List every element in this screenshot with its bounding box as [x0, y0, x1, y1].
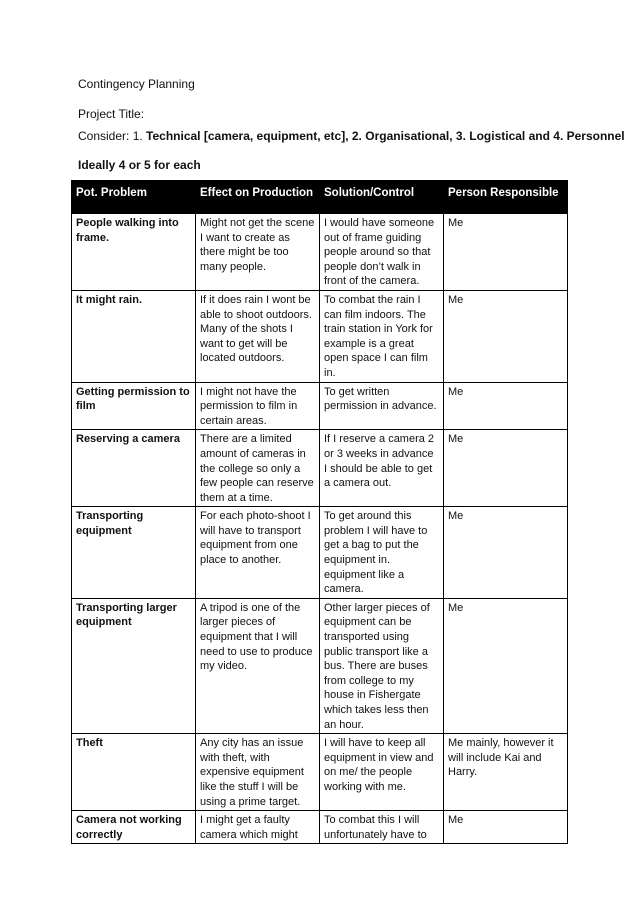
table-row — [72, 214, 568, 291]
person-cell — [444, 811, 568, 844]
table-header-row — [72, 181, 568, 214]
problem-cell: Reserving a camera — [72, 430, 196, 507]
page-heading: Contingency Planning — [78, 77, 195, 91]
problem-cell: Transporting equipment — [72, 507, 196, 599]
solution-cell: Other larger pieces of equipment can be transported using public transport like a bus. There are buses from college to my house in Fishergate which takes less then an hour. — [320, 598, 444, 733]
table-row — [72, 290, 568, 382]
solution-cell — [320, 811, 444, 844]
effect-cell: Any city has an issue with theft, with expensive equipment like the stuff I will be using a prime target. — [196, 734, 320, 811]
person-cell: Me — [444, 382, 568, 430]
solution-cell: To get around this problem I will have to get a bag to put the equipment in. equipment like a camera. — [320, 507, 444, 599]
person-cell: Me — [444, 430, 568, 507]
effect-cell — [196, 811, 320, 844]
person-cell: Me — [444, 598, 568, 733]
consider-line — [78, 129, 625, 143]
person-cell: Me mainly, however it will include Kai and Harry. — [444, 734, 568, 811]
header-effect-on-production: Effect on Production — [196, 181, 320, 214]
problem-cell: Getting permission to film — [72, 382, 196, 430]
effect-text: I might get a faulty camera which might — [200, 814, 298, 841]
header-pot-problem: Pot. Problem — [72, 181, 196, 214]
consider-prefix: Consider: 1. — [78, 129, 147, 143]
person-cell: Me — [444, 507, 568, 599]
effect-cell: I might not have the permission to film in certain areas. — [196, 382, 320, 430]
problem-cell: Transporting larger equipment — [72, 598, 196, 733]
problem-cell — [72, 811, 196, 844]
table-row — [72, 430, 568, 507]
consider-categories: Technical [camera, equipment, etc], 2. Organisational, 3. Logistical and 4. Personnel — [146, 129, 625, 143]
problem-cell: Theft — [72, 734, 196, 811]
person-cell: Me — [444, 214, 568, 291]
table-row — [72, 811, 568, 844]
table-row — [72, 507, 568, 599]
table-row — [72, 734, 568, 811]
solution-text: To combat this I will unfortunately have to — [324, 814, 427, 841]
effect-cell: For each photo-shoot I will have to transport equipment from one place to another. — [196, 507, 320, 599]
table-row — [72, 598, 568, 733]
effect-cell: If it does rain I wont be able to shoot outdoors. Many of the shots I want to get will be located outdoors. — [196, 290, 320, 382]
problem-text: Camera not working correctly — [76, 814, 182, 841]
person-text: Me — [448, 814, 464, 827]
header-person-responsible: Person Responsible — [444, 181, 568, 214]
solution-cell: I will have to keep all equipment in view and on me/ the people working with me. — [320, 734, 444, 811]
problem-cell: People walking into frame. — [72, 214, 196, 291]
solution-cell: I would have someone out of frame guiding people around so that people don’t walk in front of the camera. — [320, 214, 444, 291]
header-solution-control: Solution/Control — [320, 181, 444, 214]
effect-cell: Might not get the scene I want to create as there might be too many people. — [196, 214, 320, 291]
effect-cell: There are a limited amount of cameras in the college so only a few people can reserve them at a time. — [196, 430, 320, 507]
contingency-table — [71, 180, 568, 844]
ideally-note: Ideally 4 or 5 for each — [78, 158, 201, 172]
project-title-label: Project Title: — [78, 107, 145, 121]
problem-cell: It might rain. — [72, 290, 196, 382]
solution-cell: To combat the rain I can film indoors. The train station in York for example is a great open space I can film in. — [320, 290, 444, 382]
solution-cell: To get written permission in advance. — [320, 382, 444, 430]
person-cell: Me — [444, 290, 568, 382]
solution-cell: If I reserve a camera 2 or 3 weeks in advance I should be able to get a camera out. — [320, 430, 444, 507]
table-row — [72, 382, 568, 430]
effect-cell: A tripod is one of the larger pieces of equipment that I will need to use to produce my video. — [196, 598, 320, 733]
